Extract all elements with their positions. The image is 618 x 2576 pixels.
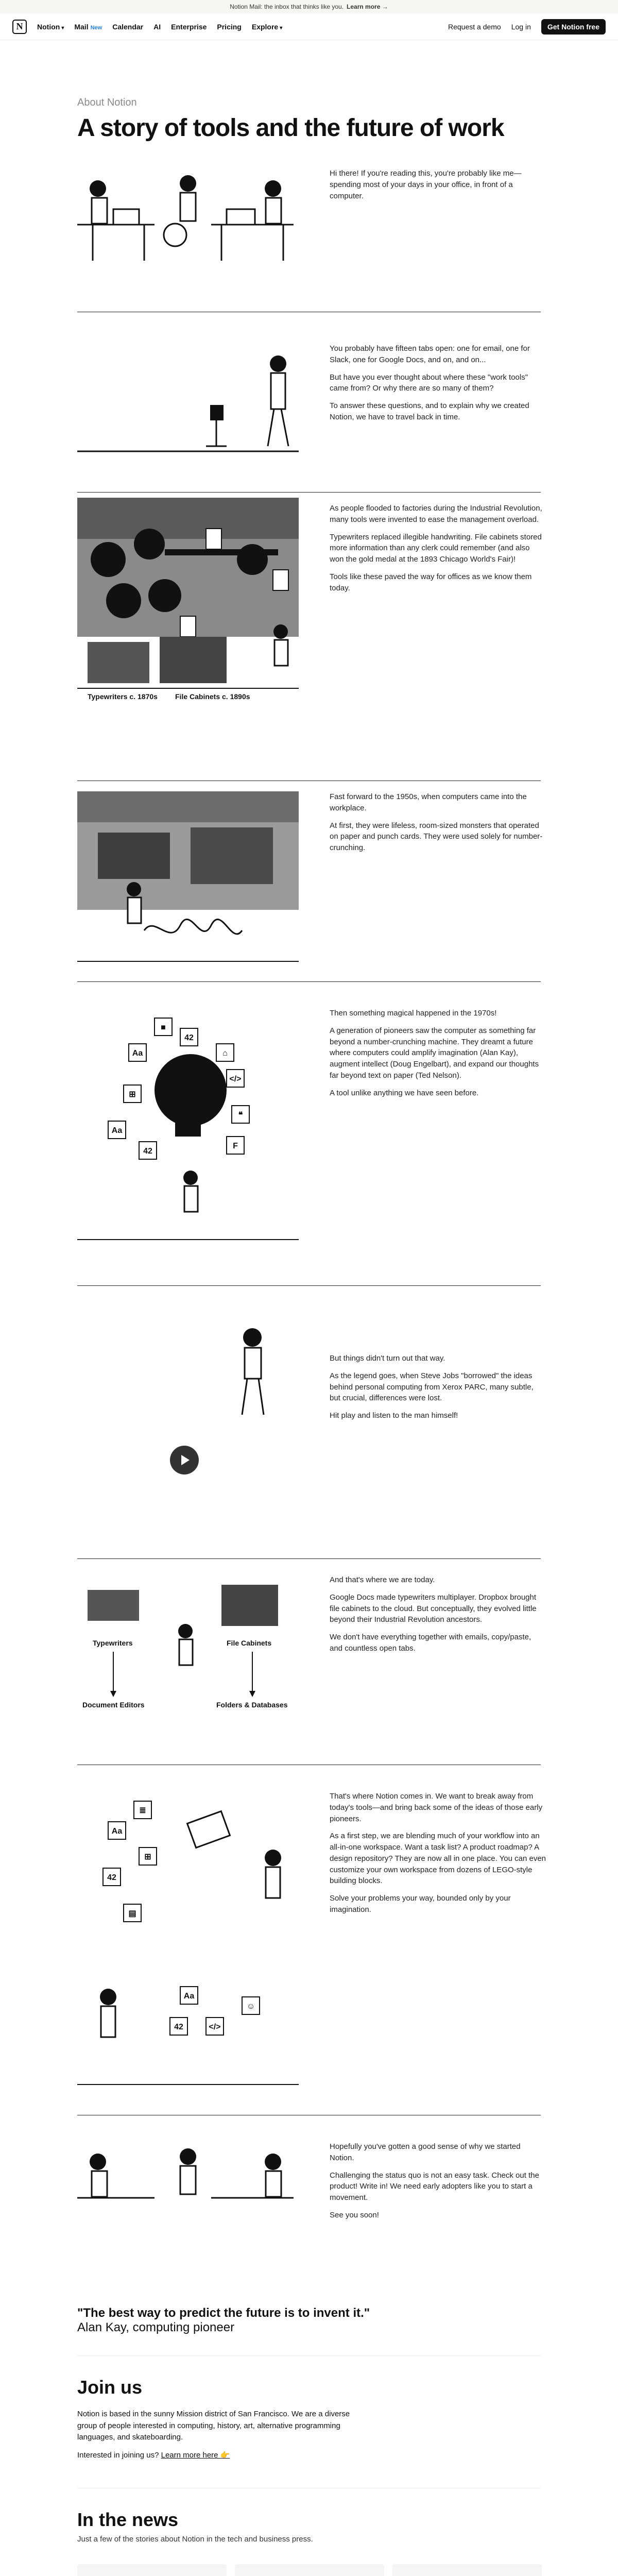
press-card-forbes[interactable] <box>77 2564 227 2576</box>
tile-text: ■ <box>161 1023 166 1032</box>
tile-text: ▤ <box>128 1909 136 1918</box>
banner-learn-more-link[interactable]: Learn more → <box>347 3 388 10</box>
label-typewriters: Typewriters <box>93 1639 133 1647</box>
notion-logo[interactable]: N <box>12 20 27 34</box>
top-nav <box>0 13 618 40</box>
man-walking-chair-illustration <box>77 343 299 456</box>
label-document-editors: Document Editors <box>82 1701 145 1709</box>
file-cabinets-caption: File Cabinets c. 1890s <box>175 692 250 701</box>
chapter-notion <box>77 1765 546 2115</box>
man-thinking-illustration <box>77 1317 299 1440</box>
tile-text: Aa <box>111 1827 123 1836</box>
main-content <box>77 97 546 2576</box>
login-link[interactable]: Log in <box>511 22 531 31</box>
new-badge: New <box>90 24 102 31</box>
chapter-text: That's where Notion comes in. We want to break away from today's tools—and bring back some of the ideas of those early pioneers. As a first step, we are blending much of your workflow into an all-in-one workspace. Want a task list? A product roadmap? A design repository? They are now all in one place. You can even customize your own workspace from dozens of LEGO-style building blocks. Solve your problems your way, bounded only by your imagination. <box>330 1792 546 1914</box>
tile-text: ⌂ <box>222 1049 228 1058</box>
mainframe-computer-illustration <box>77 791 299 967</box>
typewriters-caption: Typewriters c. 1870s <box>88 692 158 701</box>
press-card-fast-company[interactable] <box>235 2564 384 2576</box>
nav-notion[interactable]: Notion ▾ <box>37 22 64 31</box>
chapter-text: Hi there! If you're reading this, you're probably like me—spending most of your days in your office, in front of a computer. <box>330 169 522 200</box>
nav-actions <box>448 19 606 35</box>
industrial-revolution-illustration <box>77 498 299 714</box>
chapter-text: Then something magical happened in the 1970s! A generation of pioneers saw the computer as something far beyond a number-crunching machine. They dreamt a future where computers could amplify imagination (Alan Kay), augment intellect (Doug Engelbart), and expand our thoughts far beyond text on paper (Ted Nelson). A tool unlike anything we have seen before. <box>330 1009 539 1097</box>
announcement-banner[interactable] <box>0 0 618 13</box>
team-celebrating-illustration <box>77 2141 299 2244</box>
tile-text: ☺ <box>246 2002 255 2011</box>
quote-attribution: Alan Kay, computing pioneer <box>77 2320 235 2334</box>
get-notion-free-button[interactable]: Get Notion free <box>541 19 606 35</box>
chapter-industrial <box>77 493 541 781</box>
building-blocks-illustration <box>77 1791 299 2090</box>
chapter-text: Hopefully you've gotten a good sense of why we started Notion. Challenging the status quo is not an easy task. Check out the product! Write in! We need early adopters like you to start a movement. See you soon! <box>330 2142 539 2219</box>
join-us-cta: Interested in joining us? Learn more here 👉 <box>77 2450 230 2460</box>
nav-ai[interactable]: AI <box>153 22 161 31</box>
chapter-text: You probably have fifteen tabs open: one for email, one for Slack, one for Google Docs, and on, and on... But have you ever thought about where these "work tools" came from? Or why there are so many of them? To answer these questions, and to explain why we created Notion, we have to travel back in time. <box>330 344 530 421</box>
nav-pricing[interactable]: Pricing <box>217 22 242 31</box>
in-the-news-section <box>77 2488 541 2576</box>
chapter-computers <box>77 781 541 982</box>
quote-block <box>77 2306 541 2356</box>
chapter-text: And that's where we are today. Google Docs made typewriters multiplayer. Dropbox brought file cabinets to the cloud. But conceptually, they evolved little beyond their Industrial Revolution ancestors. We don't have everything together with emails, copy/paste, and countless open tabs. <box>330 1575 537 1653</box>
press-card-techcrunch[interactable] <box>392 2564 542 2576</box>
nav-enterprise[interactable]: Enterprise <box>171 22 207 31</box>
page-eyebrow: About Notion <box>77 97 137 108</box>
join-us-text: Notion is based in the sunny Mission district of San Francisco. We are a diverse group of people interested in computing, history, art, alternative programming languages, and skateboarding. <box>77 2410 350 2442</box>
nav-calendar[interactable]: Calendar <box>112 22 144 31</box>
tile-text: 42 <box>143 1147 152 1156</box>
chapter-today <box>77 1559 541 1765</box>
chevron-down-icon: ▾ <box>280 25 283 31</box>
page-title: A story of tools and the future of work <box>77 114 504 142</box>
chapter-pioneers <box>77 982 541 1286</box>
banner-text: Notion Mail: the inbox that thinks like you. <box>230 3 344 10</box>
news-subtitle: Just a few of the stories about Notion in the tech and business press. <box>77 2535 313 2544</box>
tile-text: Aa <box>111 1126 123 1135</box>
tile-text: </> <box>209 2023 221 2031</box>
tile-text: Aa <box>132 1049 143 1058</box>
video-play-button[interactable] <box>170 1446 199 1475</box>
tile-text: ❝ <box>238 1111 243 1120</box>
nav-mail[interactable]: Mail New <box>74 22 102 31</box>
label-folders-databases: Folders & Databases <box>216 1701 288 1709</box>
chapter-text: But things didn't turn out that way. As the legend goes, when Steve Jobs "borrowed" the ideas behind personal computing from Xerox PARC, many subtle, but crucial, differences were lost. Hit play and listen to the man himself! <box>330 1354 534 1420</box>
learn-more-link[interactable]: Learn more here 👉 <box>161 2450 230 2460</box>
chapter-closing <box>77 2115 541 2275</box>
request-demo-link[interactable]: Request a demo <box>448 22 501 31</box>
chevron-down-icon: ▾ <box>61 25 64 31</box>
tile-text: Aa <box>183 1992 195 2001</box>
tile-text: </> <box>229 1075 242 1083</box>
chapter-text: As people flooded to factories during the Industrial Revolution, many tools were invented to ease the management overload. Typewriters replaced illegible handwriting. File cabinets stored more information than any clerk could remember (and also won the gold medal at the 1893 Chicago World's Fair)! Tools like these paved the way for offices as we know them today. <box>330 504 542 592</box>
chapter-intro <box>77 142 541 312</box>
press-logo-grid <box>77 2564 541 2576</box>
join-us-title: Join us <box>77 2377 143 2398</box>
tile-text: 42 <box>184 1033 194 1042</box>
join-us-section <box>77 2356 541 2488</box>
tile-text: ⊞ <box>144 1853 151 1861</box>
tile-text: 42 <box>174 2023 183 2031</box>
news-title: In the news <box>77 2509 179 2530</box>
chapter-steve-jobs <box>77 1286 541 1559</box>
label-file-cabinets: File Cabinets <box>227 1639 272 1647</box>
chapter-text: Fast forward to the 1950s, when computers came into the workplace. At first, they were lifeless, room-sized monsters that operated on paper and punch cards. They were used solely for number-crunching. <box>330 792 543 852</box>
tile-text: ≣ <box>139 1806 146 1815</box>
tile-text: ⊞ <box>129 1090 136 1099</box>
people-at-desks-illustration <box>77 168 299 271</box>
tile-text: F <box>233 1142 238 1150</box>
quote-text: "The best way to predict the future is to invent it." <box>77 2306 370 2320</box>
play-icon <box>181 1455 190 1465</box>
nav-explore[interactable]: Explore ▾ <box>251 22 283 31</box>
tile-text: 42 <box>107 1873 116 1882</box>
chapter-tabs <box>77 312 541 493</box>
nav-links <box>37 23 282 31</box>
pioneer-head-illustration <box>77 1008 299 1245</box>
